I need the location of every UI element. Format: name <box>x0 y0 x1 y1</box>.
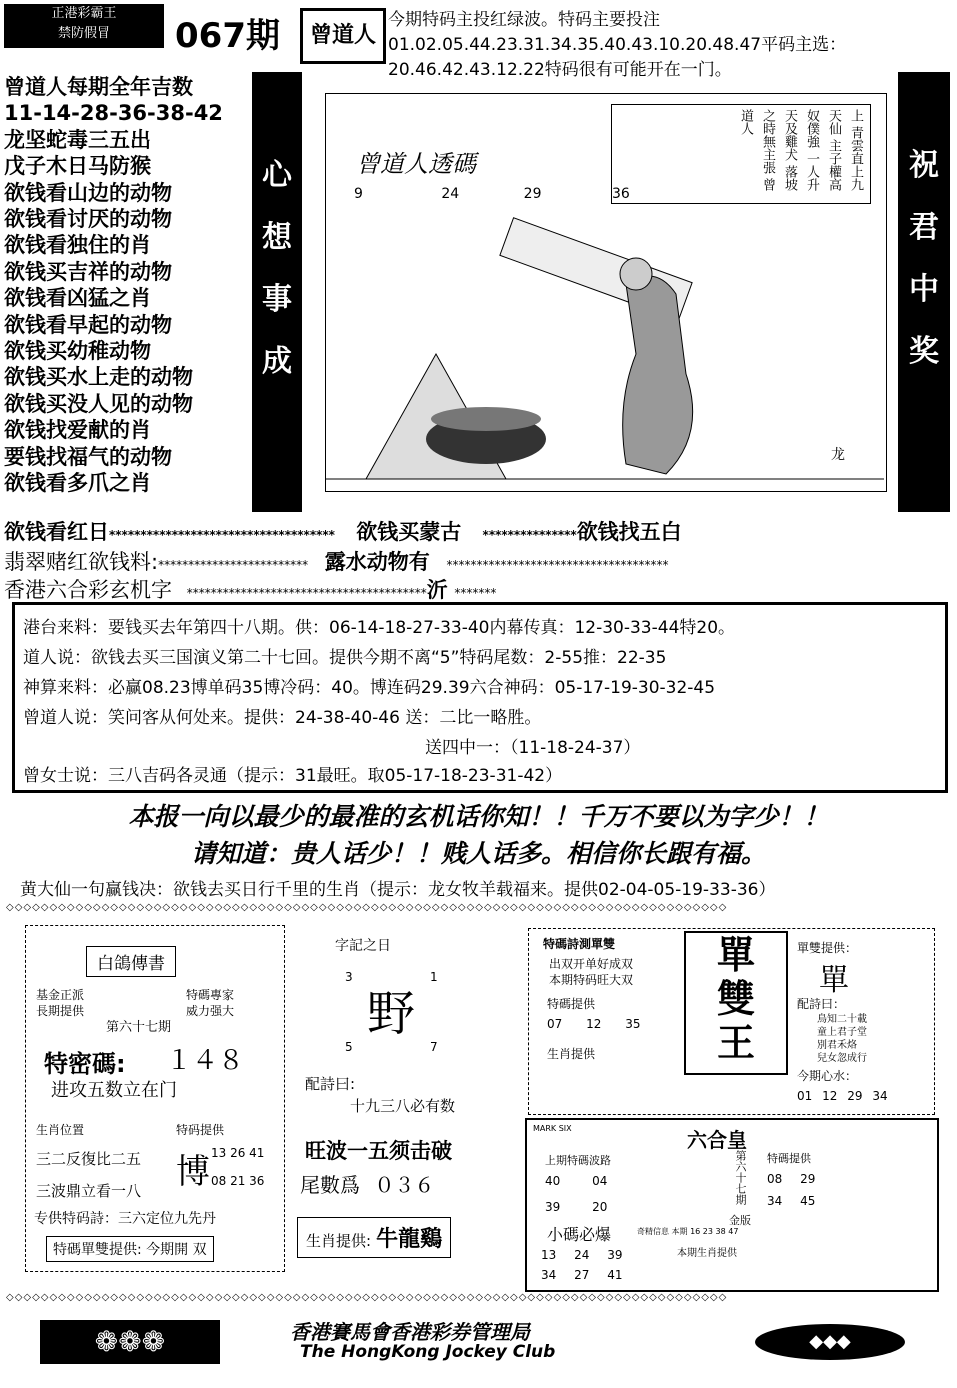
left-line: 曾道人每期全年吉数 <box>4 75 193 99</box>
liuhe-num: 34 <box>541 1268 557 1282</box>
dsw-nums2 <box>797 1089 888 1103</box>
hkjc-oval-icon: ◆◆◆ <box>809 1331 851 1352</box>
zi-number: 1 <box>430 970 438 984</box>
liuhe-nums-left <box>545 1174 607 1188</box>
scroll-char: 君 <box>909 210 939 245</box>
zi-big-char: 野 <box>367 986 416 1042</box>
dsw-xin: 今期心水： <box>797 1069 858 1083</box>
slogan-line: 请知道：贵人话少！！贱人话多。相信你长跟有福。 <box>190 839 766 868</box>
slogan-line: 本报一向以最少的最准的玄机话你知！！千万不要以为字少！！ <box>128 802 829 831</box>
issue-number: 067期 <box>175 16 280 56</box>
taoist-logo: 曾道人 <box>300 8 386 64</box>
liuhe-line: 奇精信息 本期 16 23 38 47 <box>637 1227 739 1236</box>
baige-issue: 第六十七期 <box>106 1020 172 1035</box>
poem-line: 落坡之時無主張 <box>760 109 797 192</box>
poem-line: 一人升天及雞犬 <box>782 109 819 192</box>
liuhe-num: 45 <box>800 1194 816 1208</box>
zi-number: 7 <box>430 1040 438 1054</box>
picture-title: 曾道人透碼 <box>356 150 476 178</box>
footer-chinese: 香港賽馬會香港彩券管理局 <box>290 1320 530 1344</box>
danshuang-value: 今期開 双 <box>146 1242 207 1258</box>
info-box <box>12 602 948 793</box>
liuhe-title: 六合皇 <box>687 1128 747 1152</box>
poem-line: 曾道人 <box>738 109 775 192</box>
dsw-poem-line: 兒女忽成行 <box>817 1053 867 1064</box>
top-note: 今期特码主投红绿波。特码主要投注01.02.05.44.23.31.34.35.40.43.10.20.48.47平码主选：20.46.42.43.12.22特码很有可能开在一门。 <box>388 10 847 80</box>
liuhe-num: 29 <box>800 1172 816 1186</box>
pic-number: 36 <box>611 186 630 202</box>
left-line: 欲钱看独住的肖 <box>4 233 151 258</box>
scroll-char: 成 <box>262 344 292 379</box>
liuhe-nums-bottom <box>541 1268 623 1282</box>
scholar-illustration <box>326 204 884 489</box>
baige-tag: 威力强大 <box>186 1004 235 1018</box>
logo-text-main: 正港彩霸王 <box>51 6 117 21</box>
dash-stars: *************** <box>482 528 577 542</box>
bo-char: 博 <box>176 1152 210 1192</box>
box-line: 曾道人说：笑问客从何处来。提供：24-38-40-46 送：二比一略胜。 <box>23 708 542 728</box>
dash-row <box>4 516 682 546</box>
left-line: 11-14-28-36-38-42 <box>4 101 223 126</box>
danshuang-box <box>46 1236 214 1262</box>
zodiac-line: 三波鼎立看一八 <box>36 1182 142 1200</box>
dsw-num: 12 <box>822 1089 838 1103</box>
zi-number: 3 <box>345 970 353 984</box>
left-line: 欲钱看多爪之肖 <box>4 471 151 496</box>
illustration-panel <box>325 93 887 492</box>
dash-label: 露水动物有 <box>324 550 430 574</box>
brand-char: 王 <box>716 1021 755 1065</box>
left-line: 戊子木日马防猴 <box>4 154 151 179</box>
poem-line: 青雲直上九天仙 <box>826 109 863 192</box>
picture-signature: 龙 <box>831 447 845 463</box>
dash-label: 欲钱找五白 <box>576 520 682 544</box>
left-line: 欲钱买没人见的动物 <box>4 391 193 416</box>
logo-text-sub: 禁防假冒 <box>57 26 110 41</box>
liuhe-num: 24 <box>574 1248 590 1262</box>
dsw-tema: 特碼提供 <box>547 997 596 1011</box>
right-scroll <box>898 72 950 512</box>
liuhe-panel <box>525 1118 939 1292</box>
liuhe-mark: MARK SIX <box>533 1124 572 1133</box>
zi-title: 字記之日 <box>335 938 391 954</box>
dsw-poem-line: 鳥知二十載 <box>817 1014 867 1025</box>
liuhe-num: 41 <box>607 1268 623 1282</box>
tema-tigong: 特码提供 <box>176 1123 225 1137</box>
scroll-char: 心 <box>262 158 292 193</box>
liuhe-nums-bottom <box>541 1248 623 1262</box>
shengxiao-box <box>297 1217 451 1258</box>
dsw-tip: 單雙提供： <box>797 941 858 955</box>
scroll-char: 想 <box>262 220 292 255</box>
left-scroll <box>252 72 302 512</box>
brand-char: 單 <box>716 933 755 977</box>
baige-tag: 長期提供 <box>36 1004 85 1018</box>
left-line: 欲钱买吉祥的动物 <box>4 259 172 284</box>
liuhe-last: 上期特碼波路 <box>545 1154 611 1167</box>
dsw-num: 34 <box>872 1089 888 1103</box>
poem-line: 上 <box>848 109 863 122</box>
dsw-header: 特碼詩測單雙 <box>543 937 616 951</box>
weishu-label: 尾數爲 <box>300 1173 360 1197</box>
footer-english: The HongKong Jockey Club <box>300 1342 556 1362</box>
left-line: 欲钱看早起的动物 <box>4 312 172 337</box>
left-line: 龙坚蛇毒三五出 <box>4 127 151 152</box>
dash-stars: ******* <box>454 586 497 600</box>
zi-peishi-label: 配詩曰: <box>305 1075 356 1093</box>
dsw-num: 12 <box>586 1017 602 1031</box>
baige-tag: 特碼專家 <box>186 988 235 1002</box>
pic-number: 29 <box>523 186 542 202</box>
liuhe-num: 34 <box>767 1194 783 1208</box>
zi-number: 5 <box>345 1040 353 1054</box>
dash-stars: ************************* <box>158 558 309 572</box>
danshuang-label: 特碼單雙提供: <box>53 1242 142 1258</box>
baige-panel <box>25 925 285 1272</box>
zi-peishi-line: 十九三八必有数 <box>350 1097 456 1115</box>
left-column <box>4 74 244 497</box>
pic-number: 9 <box>354 186 363 202</box>
poem-line: 主子權高奴僕強 <box>804 109 841 192</box>
baige-title: 白鴿傳書 <box>86 946 176 977</box>
box-line: 曾女士说：三八吉码各灵通（提示：31最旺。取05-17-18-23-31-42） <box>23 766 563 786</box>
box-line: 港台来料：要钱买去年第四十八期。供：06-14-18-27-33-40内幕传真：12-30-33-44特20。 <box>23 618 736 638</box>
liuhe-num: 08 <box>767 1172 783 1186</box>
liuhe-nums-left <box>545 1200 607 1214</box>
hkjc-emblem-icon: ❁❁❁ <box>94 1325 166 1358</box>
huang-daxian-line: 黄大仙一句赢钱决：欲钱去买日行千里的生肖（提示：龙女牧羊载福来。提供02-04-05-19-33-36） <box>20 880 776 900</box>
liuhe-nums-right <box>767 1194 815 1208</box>
left-line: 欲钱看山边的动物 <box>4 180 172 205</box>
dash-label: 沂 <box>426 578 448 602</box>
scroll-char: 奖 <box>909 334 939 369</box>
dsw-poem <box>817 1013 867 1065</box>
divider-stars: ◇◇◇◇◇◇◇◇◇◇◇◇◇◇◇◇◇◇◇◇◇◇◇◇◇◇◇◇◇◇◇◇◇◇◇◇◇◇◇◇◇◇◇◇◇◇◇◇◇◇◇◇◇◇◇◇◇◇◇◇◇◇◇◇◇◇◇◇◇◇◇◇◇◇◇◇◇◇◇◇◇◇◇ <box>6 1292 728 1303</box>
liuhe-benqi: 本期生肖提供 <box>677 1248 737 1259</box>
left-line: 欲钱看凶猛之肖 <box>4 286 151 311</box>
box-line: 送四中一：（11-18-24-37） <box>425 738 641 758</box>
baige-poem: 专供特码詩：三六定位九先丹 <box>34 1211 216 1227</box>
newspaper-logo <box>4 4 164 48</box>
dsw-line: 出双开单好成双 <box>549 957 634 971</box>
dsw-nums <box>547 1017 641 1031</box>
tema-value: １４８ <box>166 1046 245 1076</box>
liuhe-num: 13 <box>541 1248 557 1262</box>
left-line: 要钱找福气的动物 <box>4 444 172 469</box>
divider-stars: ◇◇◇◇◇◇◇◇◇◇◇◇◇◇◇◇◇◇◇◇◇◇◇◇◇◇◇◇◇◇◇◇◇◇◇◇◇◇◇◇◇◇◇◇◇◇◇◇◇◇◇◇◇◇◇◇◇◇◇◇◇◇◇◇◇◇◇◇◇◇◇◇◇◇◇◇◇◇◇◇◇◇◇ <box>6 902 728 913</box>
weishu-value: ０３６ <box>374 1173 435 1197</box>
dsw-brand <box>684 931 788 1075</box>
dsw-big: 單 <box>819 963 849 998</box>
hkjc-logo-right <box>755 1324 905 1360</box>
left-line: 欲钱找爱献的肖 <box>4 418 151 443</box>
liuhe-issue: 第六十七期 <box>734 1150 747 1205</box>
baige-nums: 08 21 36 <box>211 1174 265 1188</box>
baige-tag: 基金正派 <box>36 988 85 1002</box>
baige-nums: 13 26 41 <box>211 1146 265 1160</box>
liuhe-tema: 特碼提供 <box>767 1152 811 1165</box>
dash-stars: ************************************ <box>109 528 335 542</box>
scroll-char: 祝 <box>909 148 939 183</box>
left-line: 欲钱买幼稚动物 <box>4 339 151 364</box>
pic-number: 24 <box>441 186 460 202</box>
scroll-char: 事 <box>262 282 292 317</box>
dsw-poem-line: 童上君子堂 <box>817 1027 867 1038</box>
liuhe-num: 04 <box>592 1174 608 1188</box>
shengxiao-value: 牛龍鷄 <box>376 1227 443 1252</box>
dash-label: 欲钱看红日 <box>4 520 109 544</box>
picture-numbers <box>354 186 630 202</box>
dash-label: 香港六合彩玄机字 <box>4 578 172 602</box>
liuhe-num: 39 <box>545 1200 561 1214</box>
liuhe-num: 20 <box>592 1200 608 1214</box>
left-line: 欲钱看讨厌的动物 <box>4 207 172 232</box>
left-line: 欲钱买水上走的动物 <box>4 365 193 390</box>
zodiac-line: 三二反復比二五 <box>36 1150 142 1168</box>
liuhe-xiao: 小碼必爆 <box>547 1225 612 1244</box>
dash-stars: **************************************** <box>186 586 427 600</box>
danshuang-panel <box>528 928 935 1115</box>
brand-char: 雙 <box>716 977 755 1021</box>
poem-box <box>611 104 871 204</box>
liuhe-nums-right <box>767 1172 815 1186</box>
character-panel <box>295 935 515 1265</box>
box-line: 道人说：欲钱去买三国演义第二十七回。提供今期不离“5”特码尾数：2-55推：22-35 <box>23 648 667 668</box>
dsw-line: 本期特码旺大双 <box>549 973 634 987</box>
liuhe-num: 27 <box>574 1268 590 1282</box>
tema-label: 特密碼: <box>44 1050 126 1078</box>
dsw-num: 01 <box>797 1089 813 1103</box>
box-line: 神算来料：必赢08.23博单码35博冷码：40。博连码29.39六合神码：05-17-19-30-32-45 <box>23 678 716 698</box>
dash-label: 翡翠赌红欲钱料: <box>4 550 159 574</box>
dsw-num: 07 <box>547 1017 563 1031</box>
dash-row <box>4 546 668 576</box>
liuhe-edition: 金版 <box>729 1214 751 1227</box>
dash-stars: ************************************* <box>446 558 669 572</box>
liuhe-num: 39 <box>607 1248 623 1262</box>
scroll-char: 中 <box>909 272 939 307</box>
dsw-num: 35 <box>625 1017 641 1031</box>
zodiac-label: 生肖位置 <box>36 1123 85 1137</box>
dsw-shengxiao: 生肖提供 <box>547 1047 596 1061</box>
wangbo-line: 旺波一五须击破 <box>305 1139 452 1163</box>
weishu-line <box>300 1169 434 1198</box>
shengxiao-label: 生肖提供: <box>306 1232 372 1250</box>
dash-label: 欲钱买蒙古 <box>356 520 462 544</box>
hkjc-logo-left <box>40 1320 220 1364</box>
dsw-num: 29 <box>847 1089 863 1103</box>
liuhe-num: 40 <box>545 1174 561 1188</box>
dash-row <box>4 574 496 604</box>
dsw-poem-label: 配詩曰： <box>797 997 846 1011</box>
baige-line: 进攻五数立在门 <box>51 1080 177 1101</box>
dsw-poem-line: 別君禾烙 <box>817 1040 857 1051</box>
